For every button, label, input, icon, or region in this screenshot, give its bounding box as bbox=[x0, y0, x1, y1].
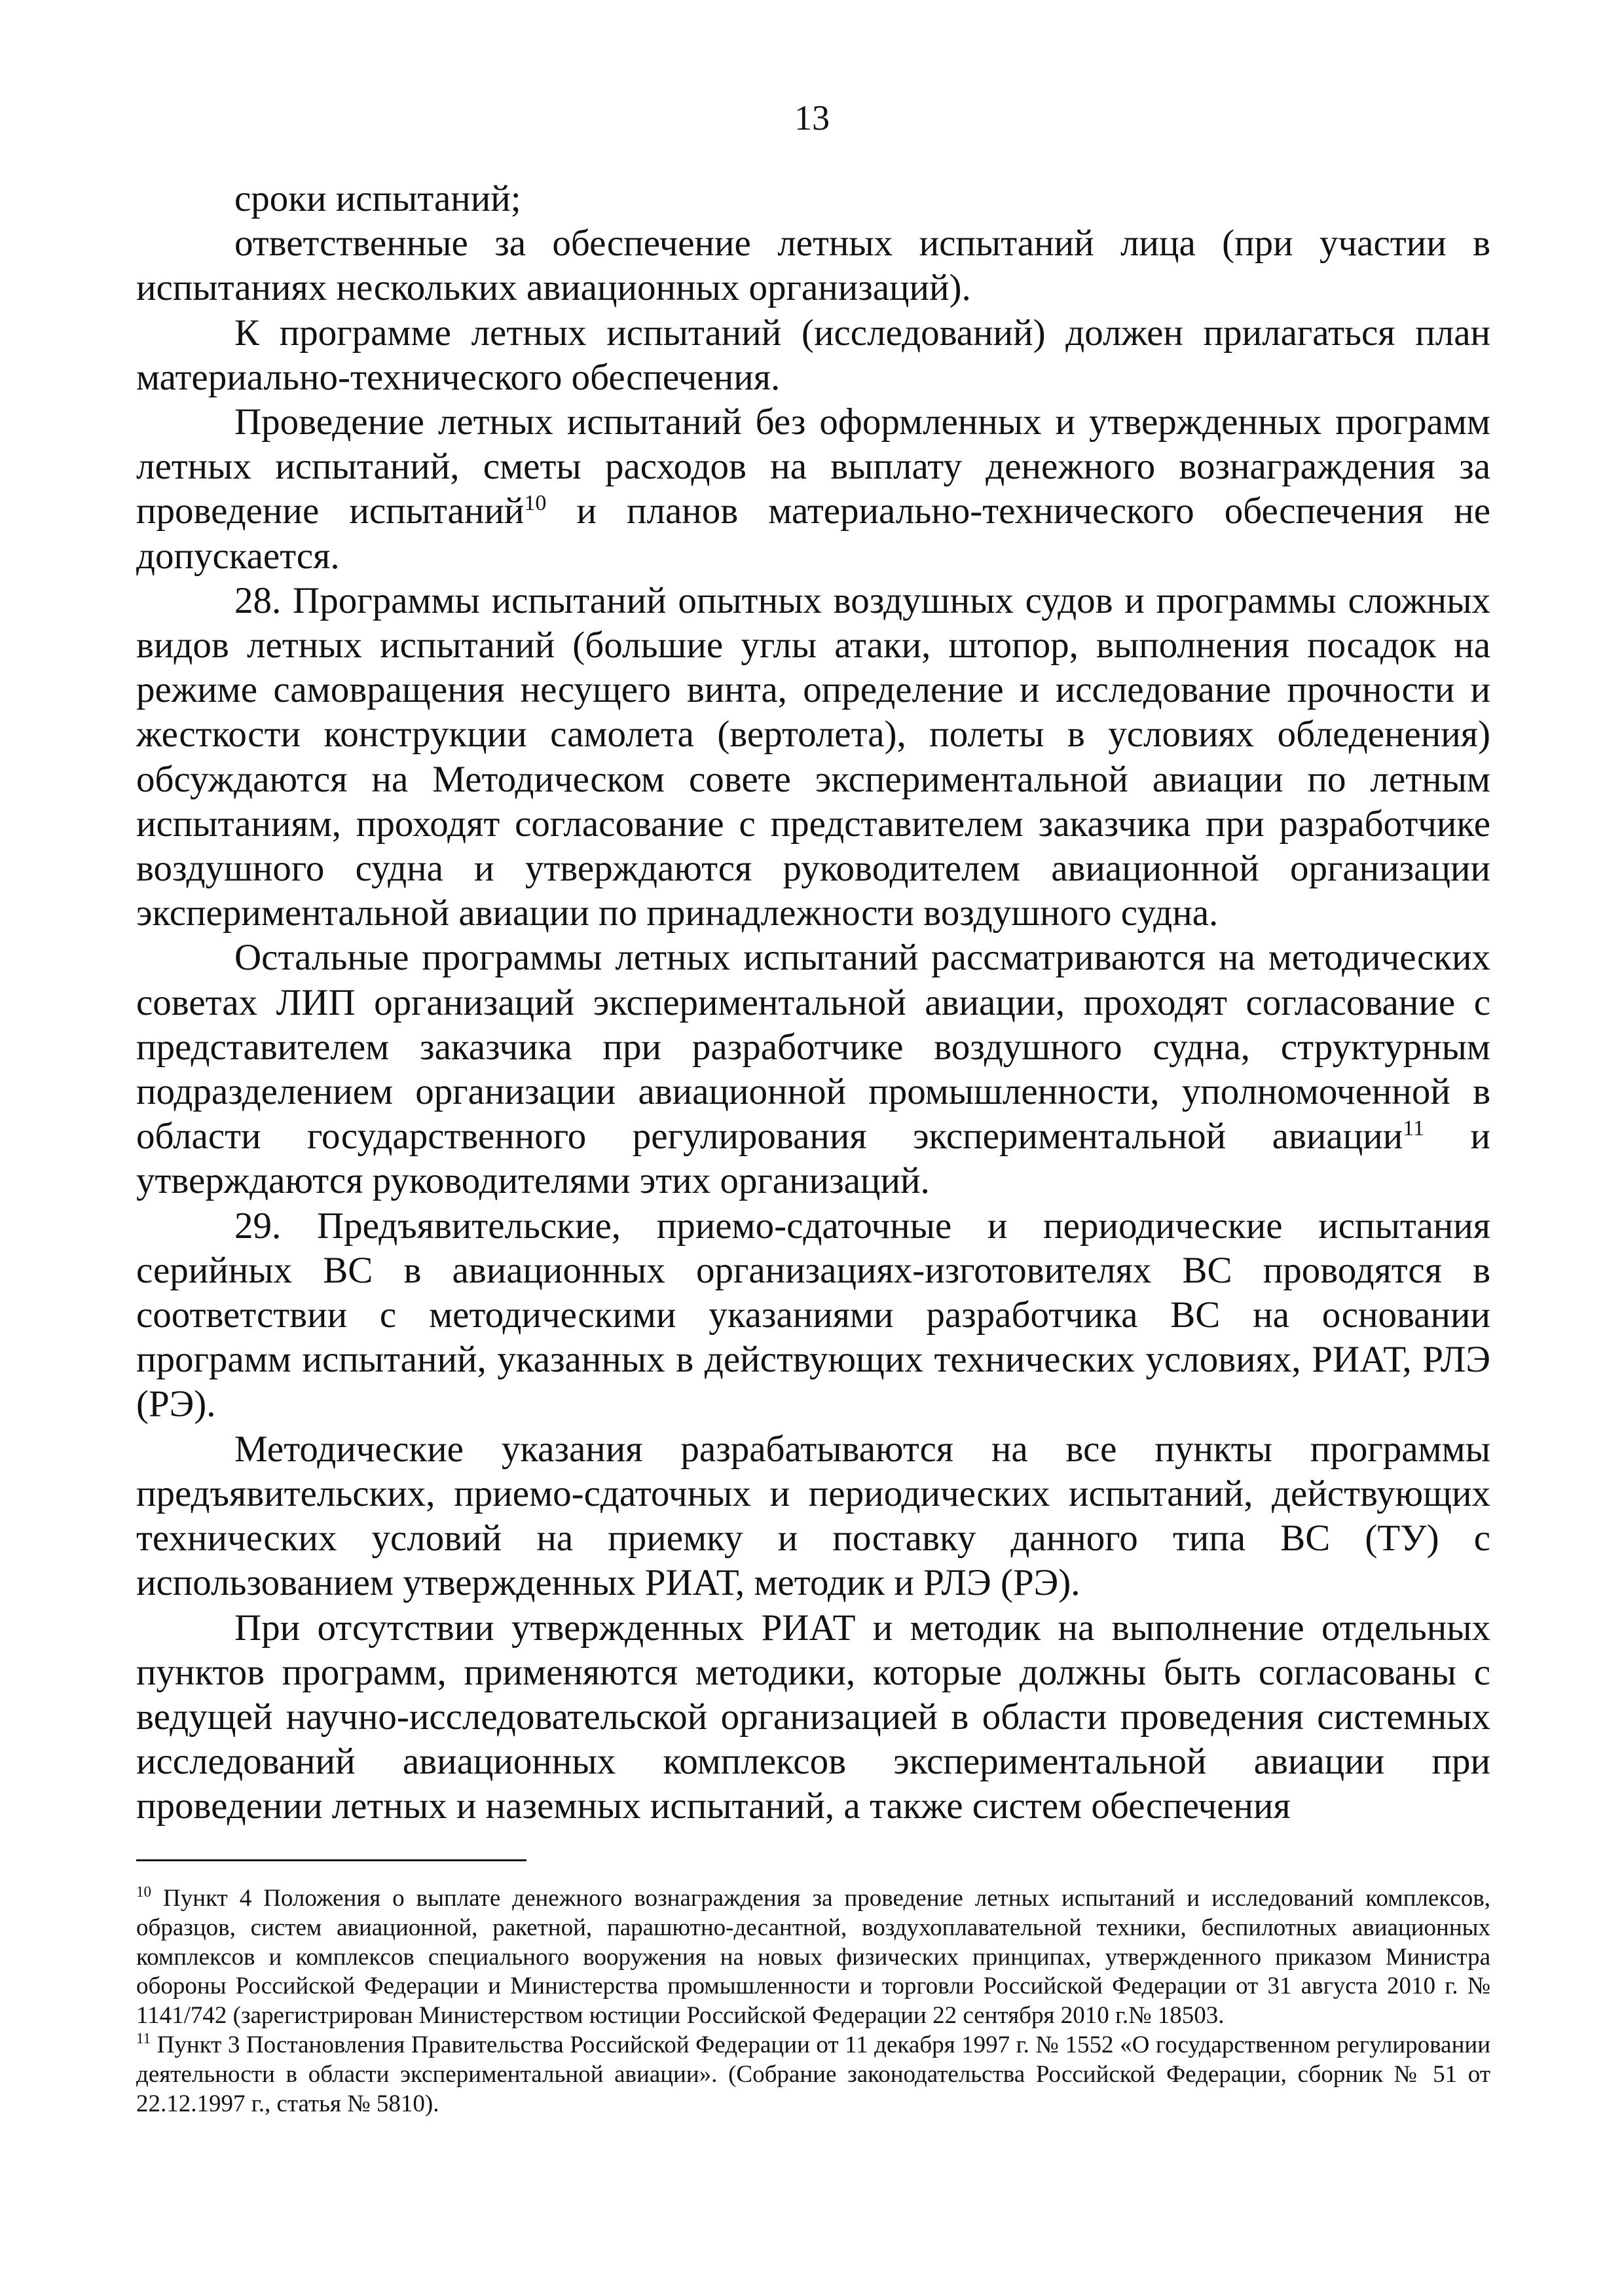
footnote-ref[interactable]: 11 bbox=[1403, 1116, 1424, 1141]
paragraph: Методические указания разрабатываются на все пункты программы предъявительских, приемо-сдаточных и периодических испытаний, действующих технических условий на приемку и поставку данного типа ВС (ТУ) с использованием утвержденных РИАТ, методик и РЛЭ (РЭ). bbox=[136, 1428, 1490, 1604]
footnote-text: Пункт 3 Постановления Правительства Российской Федерации от 11 декабря 1997 г. № 1552 «О государственном регулировании деятельности в области экспериментальной авиации». (Собрание законодательства Российской Федерации, сборник № 51 от 22.12.1997 г., статья № 5810). bbox=[136, 2031, 1490, 2117]
footnote bbox=[136, 2031, 1490, 2119]
paragraph-text: и утверждаются руководителями этих организаций. bbox=[136, 1116, 1490, 1202]
footnote-ref[interactable]: 10 bbox=[524, 491, 547, 516]
paragraph-text: Проведение летных испытаний без оформленных и утвержденных программ летных испытаний, сметы расходов на выплату денежного вознаграждения за проведение испытаний bbox=[136, 401, 1490, 532]
footnote bbox=[136, 1884, 1490, 2031]
footnote-text: Пункт 4 Положения о выплате денежного вознаграждения за проведение летных испытаний и исследований комплексов, образцов, систем авиационной, ракетной, парашютно-десантной, воздухоплавательной техники, беспилотных авиационных комплексов и комплексов специального вооружения на новых физических принципах, утвержденного приказом Министра обороны Российской Федерации и Министерства промышленности и торговли Российской Федерации от 31 августа 2010 г. № 1141/742 (зарегистрирован Министерством юстиции Российской Федерации 22 сентября 2010 г.№ 18503. bbox=[136, 1885, 1490, 2030]
body-text bbox=[136, 177, 1490, 1829]
paragraph: К программе летных испытаний (исследований) должен прилагаться план материально-технического обеспечения. bbox=[136, 312, 1490, 398]
paragraph: При отсутствии утвержденных РИАТ и методик на выполнение отдельных пунктов программ, применяются методики, которые должны быть согласованы с ведущей научно-исследовательской организацией в области проведения системных исследований авиационных комплексов экспериментальной авиации при проведении летных и наземных испытаний, а также систем обеспечения bbox=[136, 1607, 1490, 1827]
paragraph: сроки испытаний; bbox=[234, 178, 521, 219]
footnote-number: 10 bbox=[136, 1884, 151, 1900]
footnote-separator bbox=[136, 1859, 526, 1861]
paragraph-text: и планов материально-технического обеспечения не допускается. bbox=[136, 490, 1490, 577]
page-number: 13 bbox=[794, 98, 830, 137]
paragraph: 28. Программы испытаний опытных воздушных судов и программы сложных видов летных испытаний (большие углы атаки, штопор, выполнения посадок на режиме самовращения несущего винта, определение и исследование прочности и жесткости конструкции самолета (вертолета), полеты в условиях обледенения) обсуждаются на Методическом совете экспериментальной авиации по летным испытаниям, проходят согласование с представителем заказчика при разработчике воздушного судна и утверждаются руководителем авиационной организации экспериментальной авиации по принадлежности воздушного судна. bbox=[136, 579, 1490, 934]
paragraph bbox=[136, 400, 1490, 579]
paragraph bbox=[136, 936, 1490, 1203]
footnote-number: 11 bbox=[136, 2030, 151, 2047]
footnotes bbox=[136, 1884, 1490, 2119]
paragraph-text: Остальные программы летных испытаний рассматриваются на методических советах ЛИП организаций экспериментальной авиации, проходят согласование с представителем заказчика при разработчике воздушного судна, структурным подразделением организации авиационной промышленности, уполномоченной в области государственного регулирования экспериментальной авиации bbox=[136, 937, 1490, 1157]
paragraph: 29. Предъявительские, приемо-сдаточные и периодические испытания серийных ВС в авиационных организациях-изготовителях ВС проводятся в соответствии с методическими указаниями разработчика ВС на основании программ испытаний, указанных в действующих технических условиях, РИАТ, РЛЭ (РЭ). bbox=[136, 1205, 1490, 1425]
paragraph: ответственные за обеспечение летных испытаний лица (при участии в испытаниях нескольких авиационных организаций). bbox=[136, 223, 1490, 309]
